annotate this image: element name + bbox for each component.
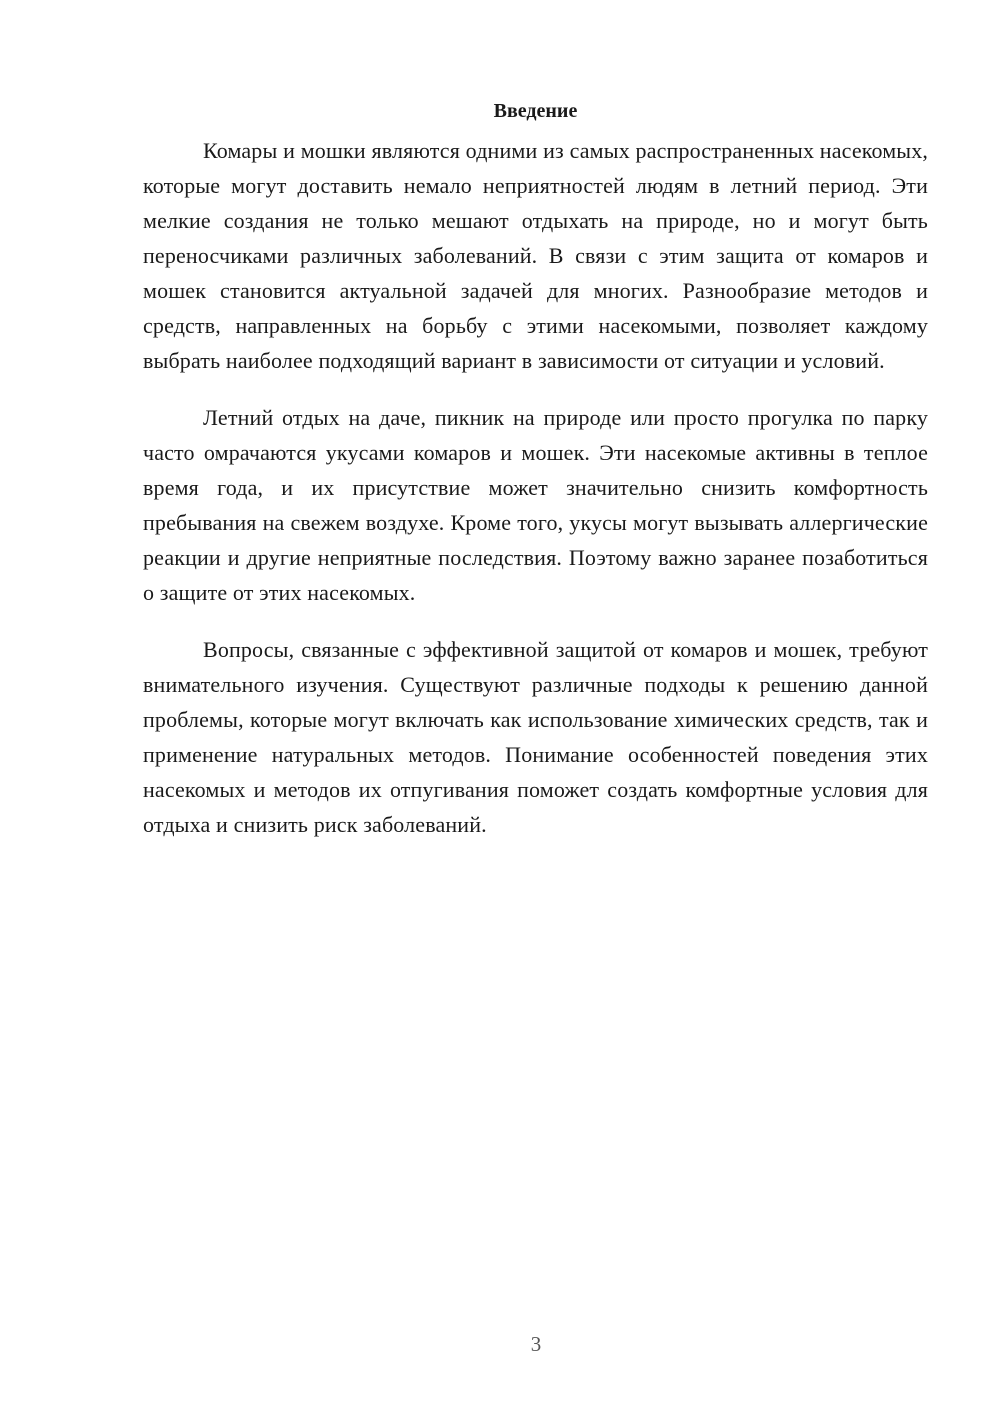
paragraph-2: Летний отдых на даче, пикник на природе или просто прогулка по парку часто омрачаются укусами комаров и мошек. Эти насекомые активны в теплое время года, и их присутствие может значительно снизить комфортность пребывания на свежем воздухе. Кроме того, укусы могут вызывать аллергические реакции и другие неприятные последствия. Поэтому важно заранее позаботиться о защите от этих насекомых.: [143, 405, 928, 605]
section-heading: Введение: [493, 100, 578, 122]
paragraph-3: Вопросы, связанные с эффективной защитой от комаров и мошек, требуют внимательного изучения. Существуют различные подходы к решению данной проблемы, которые могут включать как использование химических средств, так и применение натуральных методов. Понимание особенностей поведения этих насекомых и методов их отпугивания поможет создать комфортные условия для отдыха и снизить риск заболеваний.: [143, 637, 928, 837]
page-number: 3: [530, 1332, 542, 1356]
paragraph-1: Комары и мошки являются одними из самых распространенных насекомых, которые могут доставить немало неприятностей людям в летний период. Эти мелкие создания не только мешают отдыхать на природе, но и могут быть переносчиками различных заболеваний. В связи с этим защита от комаров и мошек становится актуальной задачей для многих. Разнообразие методов и средств, направленных на борьбу с этими насекомыми, позволяет каждому выбрать наиболее подходящий вариант в зависимости от ситуации и условий.: [143, 138, 928, 373]
page-content: [143, 96, 928, 864]
